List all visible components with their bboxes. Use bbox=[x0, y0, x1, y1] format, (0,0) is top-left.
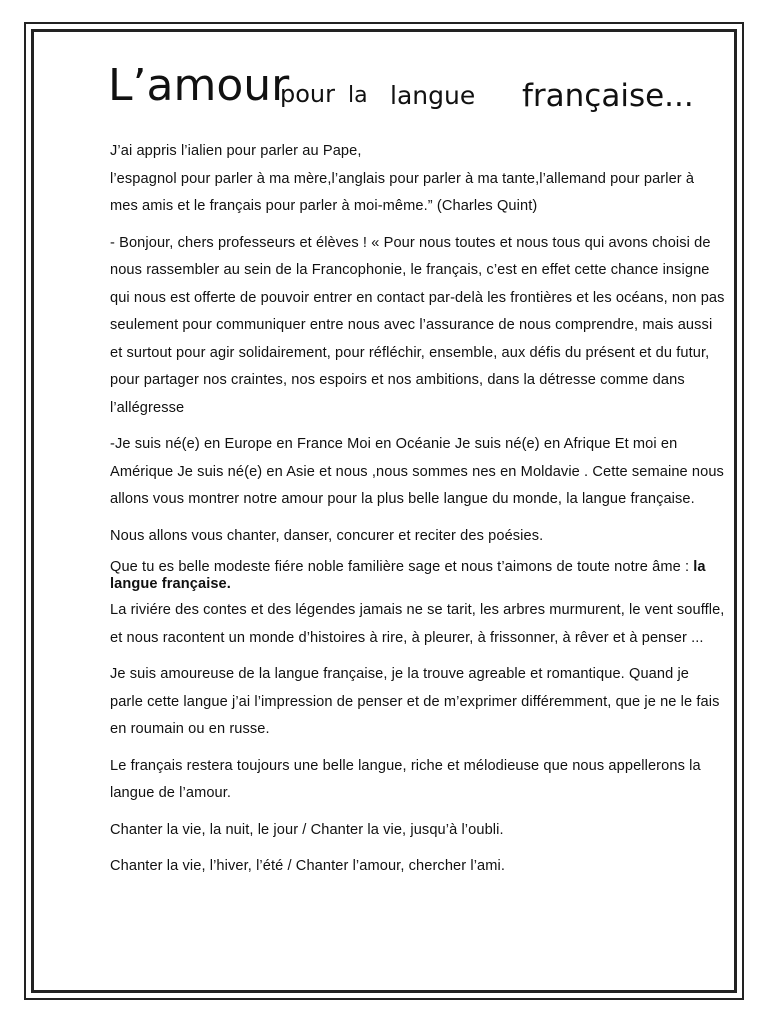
bold-la-langue-francaise: la langue française. bbox=[110, 559, 706, 592]
title-word-francaise: française... bbox=[522, 78, 694, 114]
title-word-pour: pour bbox=[280, 80, 335, 108]
paragraph-amoureuse: Je suis amoureuse de la langue française, je la trouve agreable et romantique. Quand je parle cette langue j’ai l’impression de penser et de m’exprimer différemment, que je ne le fais en roumain ou en russe. bbox=[110, 666, 720, 737]
title-word-la: la bbox=[348, 83, 368, 108]
paragraph-origins: -Je suis né(e) en Europe en France Moi en Océanie Je suis né(e) en Afrique Et moi en Amérique Je suis né(e) en Asie et nous ,nous sommes nes en Moldavie . Cette semaine nous allons vous montrer notre amour pour la plus belle langue du monde, la langue française. bbox=[110, 436, 724, 507]
document-body bbox=[110, 138, 725, 890]
paragraph-riviere: La riviére des contes et des légendes jamais ne se tarit, les arbres murmurent, le vent souffle, et nous racontent un monde d’histoires à rire, à pleurer, à frissonner, à rêver et à penser ... bbox=[110, 602, 725, 646]
quote-charles-quint: J’ai appris l’ialien pour parler au Pape, l’espagnol pour parler à ma mère,l’anglais pour parler à ma tante,l’allemand pour parler à mes amis et le français pour parler à moi-même.” (Charles Quint) bbox=[110, 143, 695, 214]
paragraph-chanter-hiver: Chanter la vie, l’hiver, l’été / Chanter l’amour, chercher l’ami. bbox=[110, 858, 506, 874]
paragraph-que-tu-es-belle-text: Que tu es belle modeste fiére noble familière sage et nous t’aimons de toute notre âme : bbox=[110, 559, 694, 575]
paragraph-chanter-la-nuit: Chanter la vie, la nuit, le jour / Chanter la vie, jusqu’à l’oubli. bbox=[110, 821, 504, 838]
paragraph-restera: Le français restera toujours une belle langue, riche et mélodieuse que nous appellerons la langue de l’amour. bbox=[110, 757, 701, 801]
paragraph-que-tu-es-belle bbox=[110, 559, 725, 593]
title-word-langue: langue bbox=[390, 81, 476, 110]
document-title bbox=[100, 52, 740, 132]
paragraph-chanter-danser: Nous allons vous chanter, danser, concurer et reciter des poésies. bbox=[110, 527, 544, 544]
paragraph-bonjour: - Bonjour, chers professeurs et élèves ! « Pour nous toutes et nous tous qui avons choisi de nous rassembler au sein de la Francophonie, le français, c’est en effet cette chance insigne qui nous est offerte de pouvoir entrer en contact par-delà les frontières et les océans, non pas seulement pour communiquer entre nous avec l’assurance de nous comprendre, mais aussi et surtout pour agir solidairement, pour réfléchir, ensemble, aux défis du présent et du futur, pour partager nos craintes, nos espoirs et nos ambitions, dans la détresse comme dans l’allégresse bbox=[110, 234, 725, 416]
title-word-amour: L’amour bbox=[108, 60, 290, 111]
